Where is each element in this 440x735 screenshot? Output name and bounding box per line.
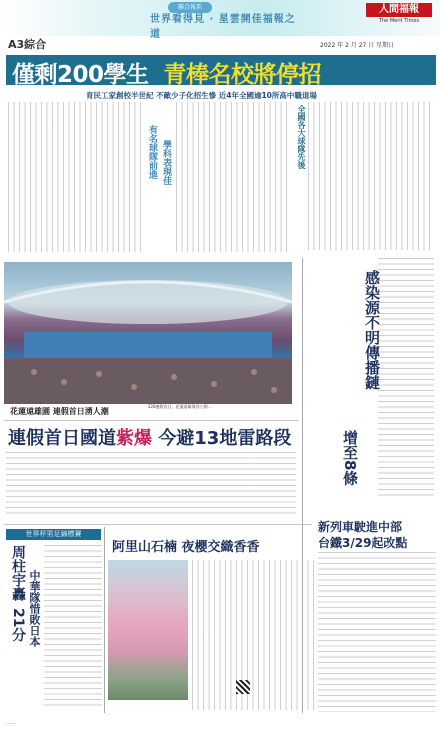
main-headline — [12, 56, 321, 89]
covid-headline-1: 感染源不明傳播鏈 — [363, 270, 381, 390]
aquarium-photo — [4, 262, 292, 404]
story2-headline-part-3: 今避13地雷路段 — [158, 428, 292, 449]
main-subhead: 育民工家創校半世紀 不敵少子化招生慘 近4年全國逾10所高中職退場 — [86, 91, 317, 100]
divider — [104, 527, 105, 713]
worldcup-headline-1: 周柱宇轟 — [10, 545, 26, 601]
flower-body — [192, 560, 314, 710]
article-body-main-c — [308, 102, 434, 250]
masthead-english: The Merit Times — [378, 18, 420, 24]
article-body-main-a — [8, 102, 143, 252]
main-headline-part-2: 青棒名校將停招 — [163, 62, 322, 88]
masthead-logo: 人間福報 — [366, 3, 432, 17]
aquarium-illustration — [4, 262, 292, 404]
section-label: A3綜合 — [8, 38, 47, 51]
covid-body — [378, 258, 434, 498]
side-heading-3: 學科表現佳 — [161, 140, 171, 185]
story2-headline-part-1: 連假首日國道 — [8, 428, 116, 449]
train-headline-line-2: 台鐵3/29起改點 — [318, 536, 408, 550]
story2-headline-part-2: 紫爆 — [116, 428, 152, 449]
worldcup-headline-2: 21分 — [10, 608, 26, 642]
story2-headline — [8, 424, 291, 450]
side-heading-1: 全國各大球隊先後 — [297, 105, 306, 169]
slogan: 世界看得見 · 星雲開佳福報之道 — [150, 14, 296, 40]
main-headline-part-1: 僅剩200學生 — [12, 62, 149, 88]
divider — [302, 258, 303, 713]
photo-caption: 花蓮遠雄園 連假首日湧人潮 — [10, 407, 109, 416]
footer-text: …… — [6, 720, 16, 726]
qr-code[interactable] — [236, 680, 250, 694]
photo-small-caption: 228連假首日，花蓮遠雄海洋公園 ... — [148, 404, 213, 409]
cherry-blossom-photo — [108, 560, 188, 700]
world-cup-section-label: 世界杯男足錦標賽 — [6, 529, 101, 540]
side-heading-2: 有名球隊前進 — [147, 125, 157, 179]
worldcup-headline-3: 中華隊惜敗日本 — [28, 570, 41, 647]
train-headline-line-1: 新列車駛進中部 — [318, 520, 403, 534]
article-body-main-b — [176, 102, 291, 252]
worldcup-body — [44, 545, 102, 710]
train-body — [318, 552, 436, 712]
divider — [4, 524, 312, 525]
covid-headline-2: 增至8條 — [341, 430, 359, 486]
badge: 聯合報系 — [168, 2, 212, 13]
story2-body — [6, 452, 296, 518]
divider — [4, 420, 298, 421]
page-date: 2022 年 2 月 27 日 星期日 — [320, 42, 395, 49]
flower-headline: 阿里山石楠 夜櫻交織香香 — [112, 540, 260, 555]
